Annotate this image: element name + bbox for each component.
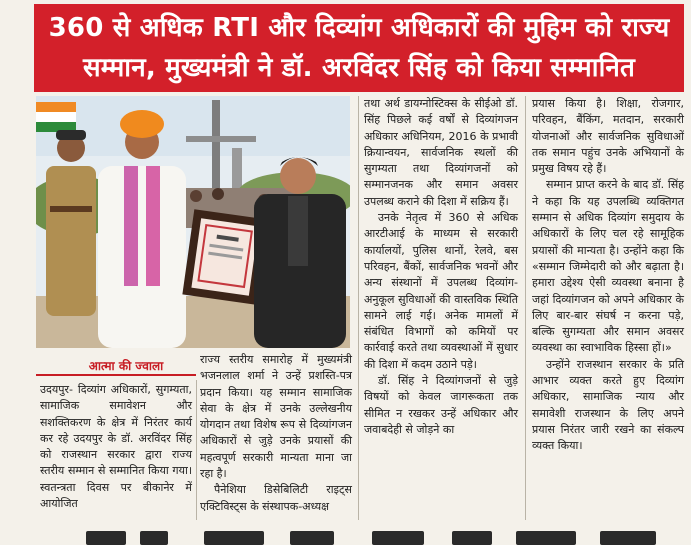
paragraph: तथा अर्थ डायग्नोस्टिक्स के सीईओ डॉ. सिंह पिछले कई वर्षों से दिव्यांगजन अधिकार अधिनियम, 2016 के प्रभावी क्रियान्वयन, सार्वजनिक स्थलों की सुगम्यता तथा दिव्यांगजनों को सम्मानजनक और समान अवसर उपलब्ध कराने की दिशा में सक्रिय हैं।	[364, 97, 518, 208]
headline-line-2: सम्मान, मुख्यमंत्री ने डॉ. अरविंदर सिंह को किया सम्मानित	[82, 53, 636, 83]
cropped-next-headline	[0, 528, 691, 545]
paragraph: उन्होंने राजस्थान सरकार के प्रति आभार व्यक्त करते हुए दिव्यांग अधिकार, सामाजिक न्याय और समावेशी राजस्थान के लिए अपने प्रयास निरंतर जारी रखने का संकल्प व्यक्त किया।	[532, 357, 684, 453]
article-column-4	[532, 96, 684, 455]
headline-line-1: 360 से अधिक RTI और दिव्यांग अधिकारों की मुहिम को राज्य	[48, 13, 670, 43]
column-divider	[358, 96, 359, 520]
paragraph: राज्य स्तरीय समारोह में मुख्यमंत्री भजनलाल शर्मा ने उन्हें प्रशस्ति-पत्र प्रदान किया। यह सम्मान सामाजिक सेवा के क्षेत्र में उनके उल्लेखनीय योगदान तथा विशेष रूप से दिव्यांगजन अधिकारों से जुड़े उनके प्रयासों की महत्वपूर्ण सरकारी मान्यता माना जा रहा है।	[200, 353, 352, 481]
paragraph: पैनेशिया डिसेबिलिटी राइट्स एक्टिविस्ट्स के संस्थापक-अध्यक्ष	[200, 483, 352, 513]
headline-banner	[34, 4, 684, 92]
paragraph: डॉ. सिंह ने दिव्यांगजनों से जुड़े विषयों को केवल जागरूकता तक सीमित न रखकर उन्हें अधिकार और जवाबदेही से जोड़ने का	[364, 374, 518, 436]
column-divider	[525, 96, 526, 520]
byline: आत्मा की ज्वाला	[88, 359, 164, 373]
paragraph: उदयपुर- दिव्यांग अधिकारों, सुगम्यता, सामाजिक समावेशन और सशक्तिकरण के क्षेत्र में निरंतर कार्य कर रहे उदयपुर के डॉ. अरविंदर सिंह को राजस्थान सरकार द्वारा राज्य स्तरीय सम्मान से सम्मानित किया गया। स्वतन्त्रता दिवस पर बीकानेर में आयोजित	[40, 383, 192, 511]
paragraph: सम्मान प्राप्त करने के बाद डॉ. सिंह ने कहा कि यह उपलब्धि व्यक्तिगत सम्मान से अधिक दिव्यांग समुदाय के अधिकारों के लिए चल रहे सामूहिक प्रयासों की मान्यता है। उन्होंने कहा कि «सम्मान जिम्मेदारी को और बढ़ाता है। हमारा उद्देश्य ऐसी व्यवस्था बनाना है जहां दिव्यांगजन को अपने अधिकार के लिए बार-बार संघर्ष न करना पड़े, बल्कि सुगम्यता और समान अवसर व्यवस्था का स्वाभाविक हिस्सा हों।»	[532, 178, 684, 355]
ceremony-photo	[36, 96, 350, 348]
article-column-3	[364, 96, 518, 438]
article-column-2	[200, 352, 352, 515]
paragraph: प्रयास किया है। शिक्षा, रोजगार, परिवहन, बैंकिंग, मतदान, सरकारी योजनाओं और सार्वजनिक सुविधाओं तक समान पहुंच उनके अभियानों के प्रमुख विषय रहे हैं।	[532, 97, 684, 176]
article-column-1	[40, 382, 192, 512]
news-photo	[36, 96, 350, 348]
column-divider	[196, 380, 197, 520]
byline-rule	[36, 374, 196, 376]
paragraph: उनके नेतृत्व में 360 से अधिक आरटीआई के माध्यम से सरकारी कार्यालयों, पुलिस थानों, रेलवे, बस परिवहन, बैंकों, सार्वजनिक भवनों और अन्य संस्थानों में उपलब्ध दिव्यांग-अनुकूल सुविधाओं की वास्तविक स्थिति सामने लाई गई। अनेक मामलों में संबंधित विभागों को कमियों पर कार्रवाई करते तथा व्यवस्थाओं में सुधार की दिशा में कदम उठाने पड़े।	[364, 211, 518, 371]
